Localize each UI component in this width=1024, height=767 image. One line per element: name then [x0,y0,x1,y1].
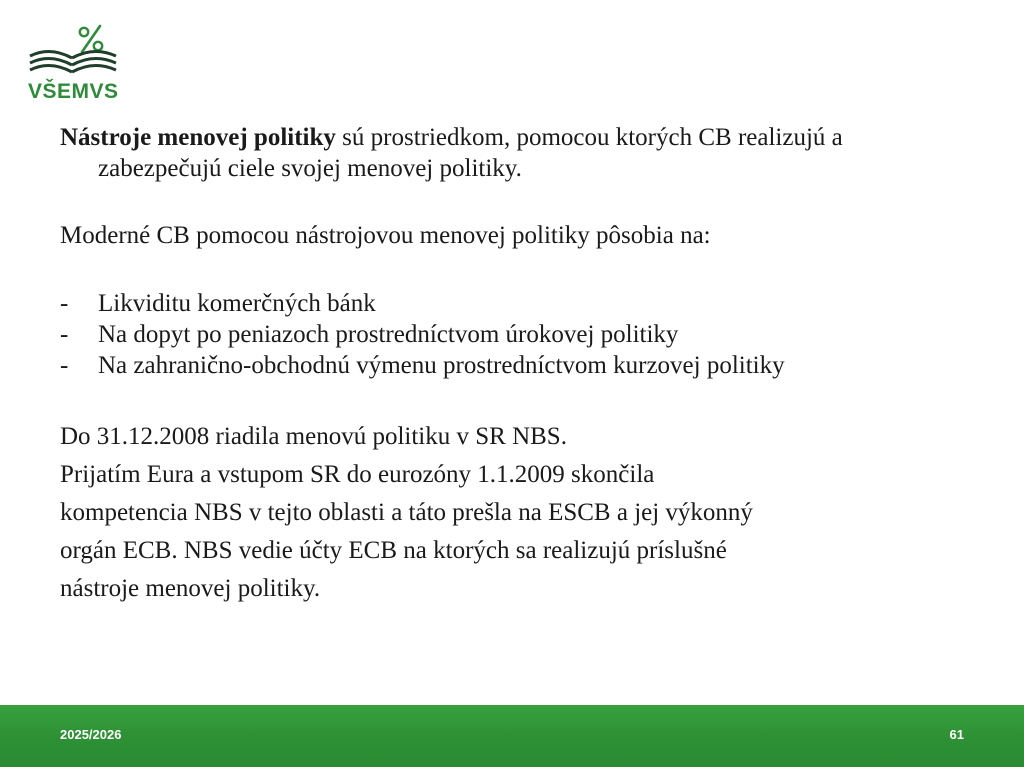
closing-line: orgán ECB. NBS vedie účty ECB na ktorých sa realizujú príslušné [60,537,727,564]
bullet-text: Na dopyt po peniazoch prostredníctvom úrokovej politiky [98,321,679,348]
page-number: 61 [949,727,964,742]
slide-content [60,122,960,608]
list-item [60,319,960,350]
logo [24,16,124,108]
definition-text: sú prostriedkom, pomocou ktorých CB realizujú a zabezpečujú ciele svojej menovej politiky. [98,124,843,182]
bullet-text: Likviditu komerčných bánk [98,290,376,317]
bullet-list [60,288,960,381]
bullet-text: Na zahranično-obchodnú výmenu prostredníctvom kurzovej politiky [98,352,785,379]
intro-paragraph: Moderné CB pomocou nástrojovou menovej politiky pôsobia na: [60,222,711,249]
closing-paragraph [60,418,960,608]
closing-line: Do 31.12.2008 riadila menovú politiku v SR NBS. [60,423,567,450]
bullet-dash: - [60,321,69,348]
footer-year: 2025/2026 [60,727,122,742]
list-item [60,350,960,381]
footer-bar [0,705,1024,767]
closing-line: nástroje menovej politiky. [60,575,321,602]
bullet-dash: - [60,290,69,317]
bullet-dash: - [60,352,69,379]
list-item [60,288,960,319]
closing-line: kompetencia NBS v tejto oblasti a táto prešla na ESCB a jej výkonný [60,499,753,526]
closing-line: Prijatím Eura a vstupom SR do eurozóny 1.1.2009 skončila [60,461,655,488]
definition-term: Nástroje menovej politiky [60,124,336,151]
logo-text: VŠEMVS [28,80,119,103]
book-percent-icon [24,16,124,82]
definition-paragraph [60,122,960,184]
